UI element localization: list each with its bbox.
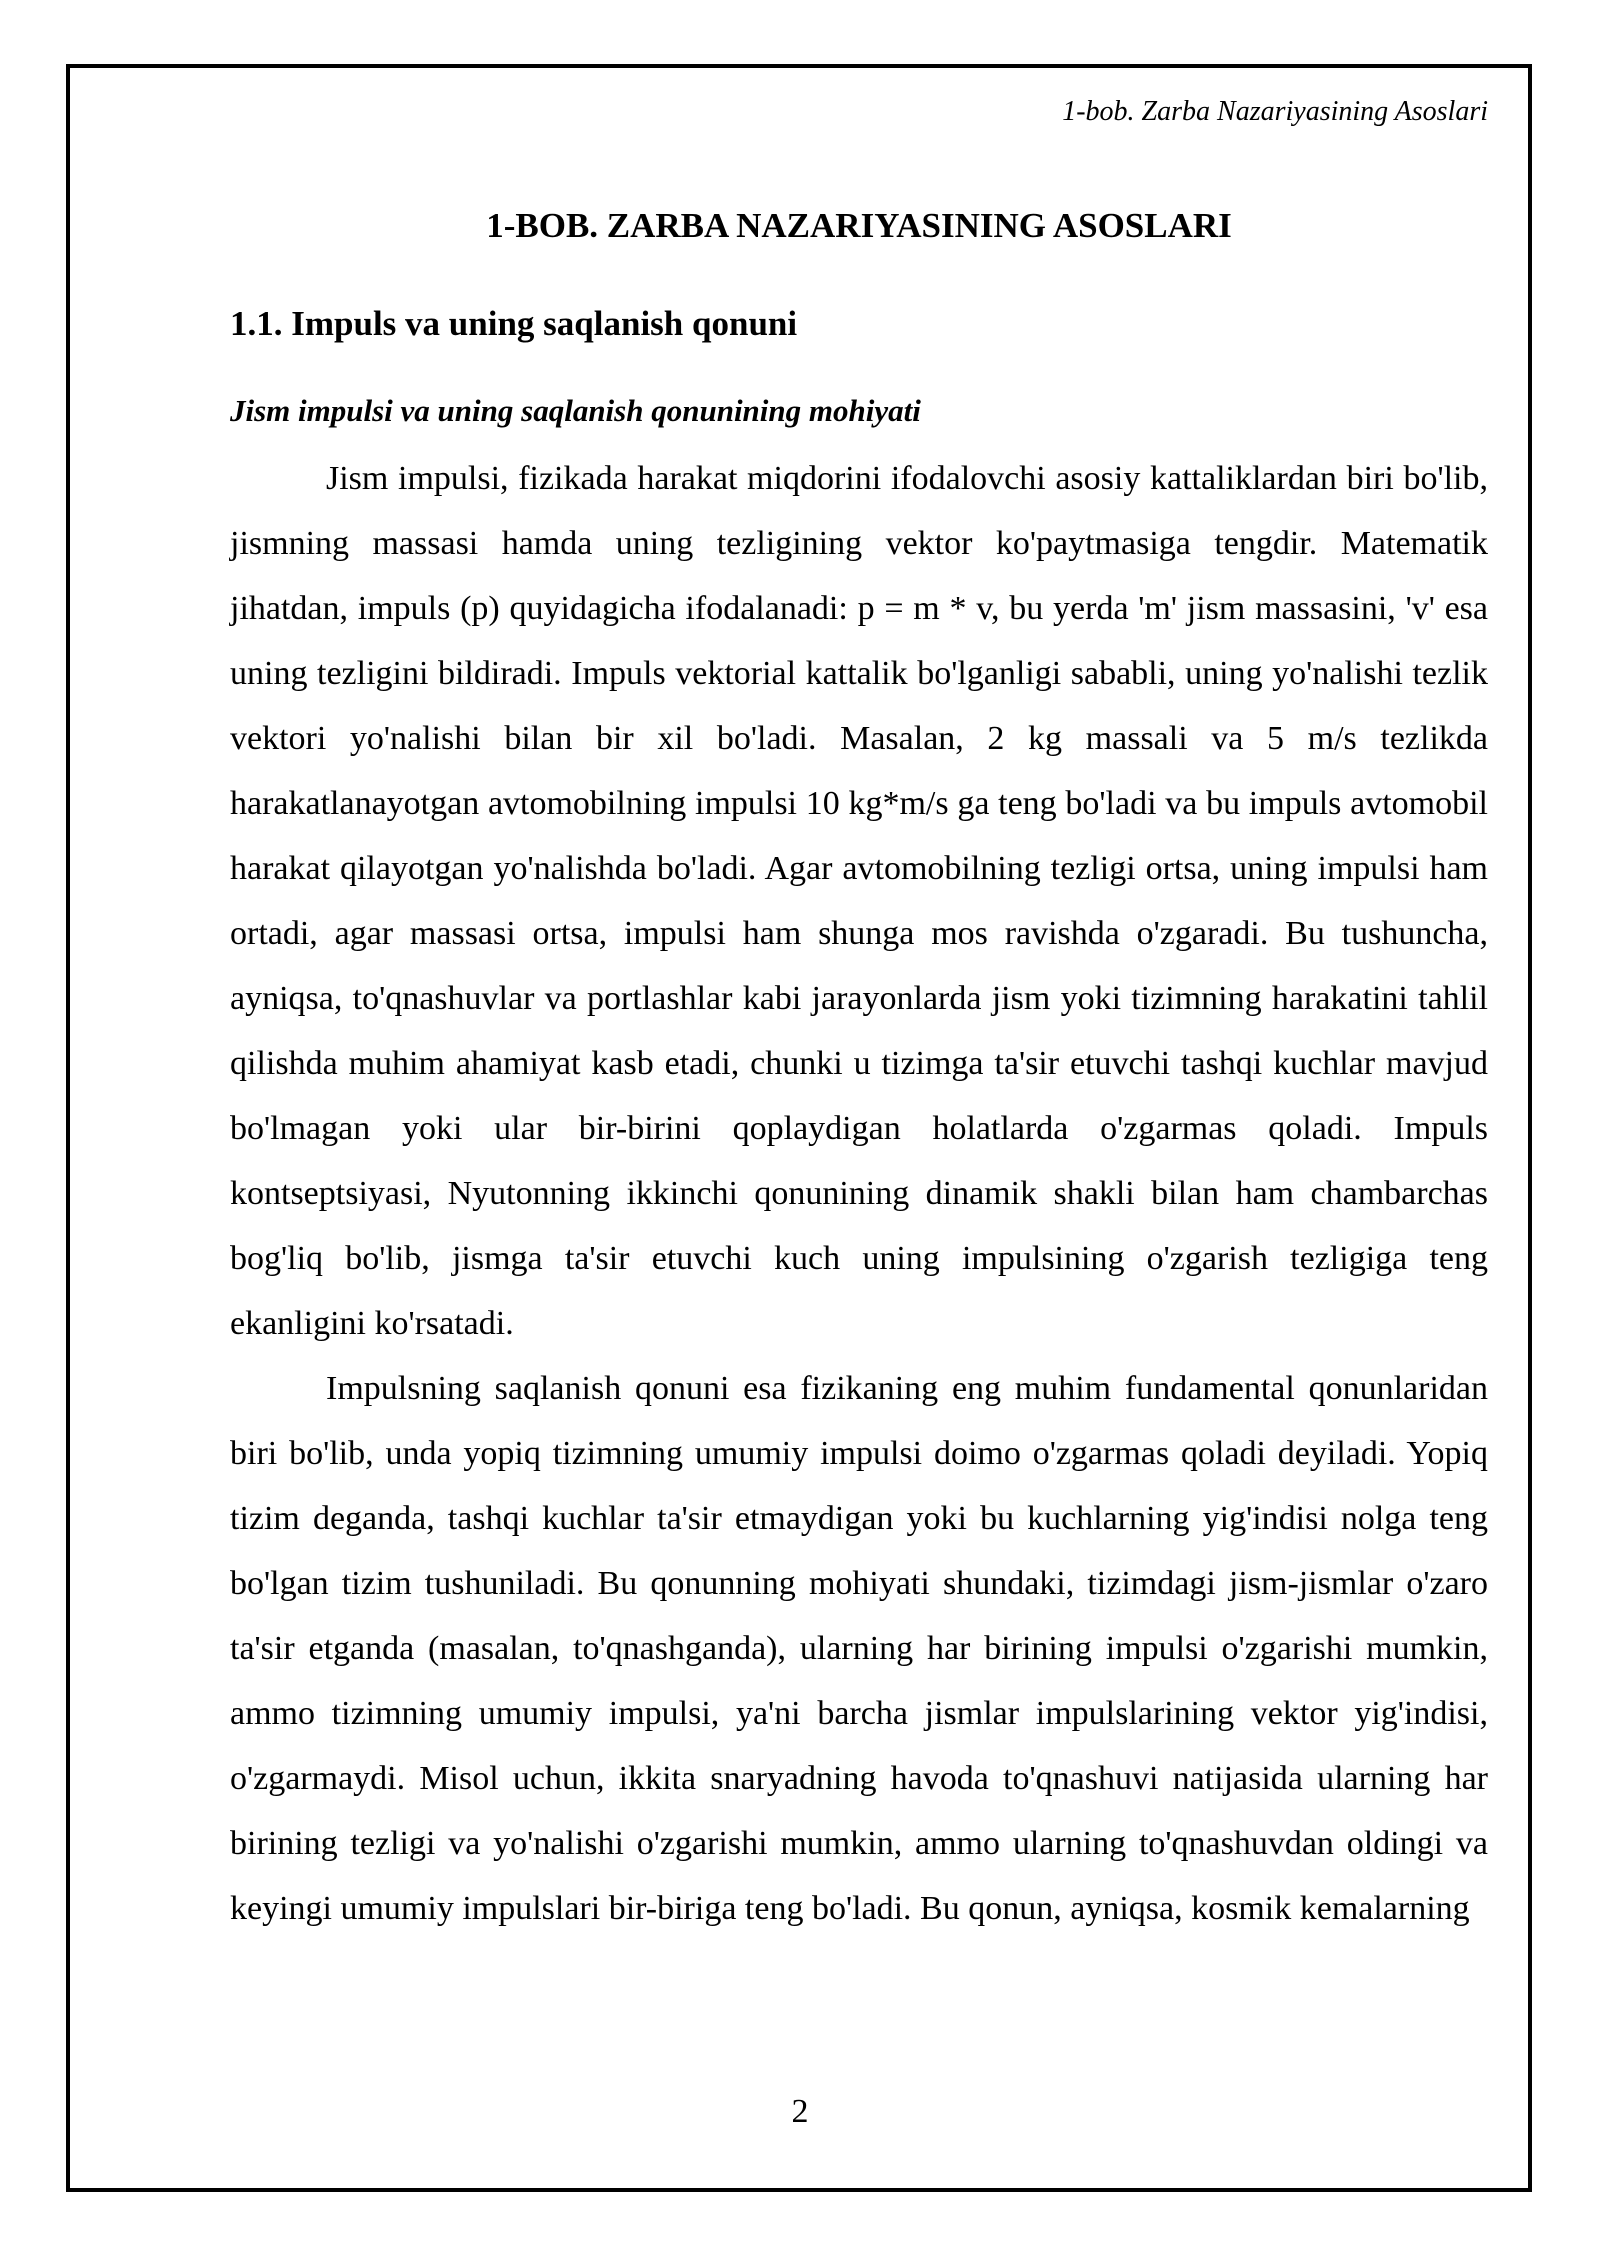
page-number: 2 (791, 2093, 809, 2130)
section-title: 1.1. Impuls va uning saqlanish qonuni (230, 304, 798, 343)
body-paragraph-1: Jism impulsi, fizikada harakat miqdorini ifodalovchi asosiy kattaliklardan biri bo'lib, jismning massasi hamda uning tezligining vektor ko'paytmasiga tengdir. Matematik jihatdan, impuls (p) quyidagicha ifodalanadi: p = m * v, bu yerda 'm' jism massasini, 'v' esa uning tezligini bildiradi. Impuls vektorial kattalik bo'lganligi sababli, uning yo'nalishi tezlik vektori yo'nalishi bilan bir xil bo'ladi. Masalan, 2 kg massali va 5 m/s tezlikda harakatlanayotgan avtomobilning impulsi 10 kg*m/s ga teng bo'ladi va bu impuls avtomobil harakat qilayotgan yo'nalishda bo'ladi. Agar avtomobilning tezligi ortsa, uning impulsi ham ortadi, agar massasi ortsa, impulsi ham shunga mos ravishda o'zgaradi. Bu tushuncha, ayniqsa, to'qnashuvlar va portlashlar kabi jarayonlarda jism yoki tizimning harakatini tahlil qilishda muhim ahamiyat kasb etadi, chunki u tizimga ta'sir etuvchi tashqi kuchlar mavjud bo'lmagan yoki ular bir-birini qoplaydigan holatlarda o'zgarmas qoladi. Impuls kontseptsiyasi, Nyutonning ikkinchi qonunining dinamik shakli bilan ham chambarchas bog'liq bo'lib, jismga ta'sir etuvchi kuch uning impulsining o'zgarish tezligiga teng ekanligini ko'rsatadi. (230, 460, 1488, 1342)
body-paragraph-2: Impulsning saqlanish qonuni esa fizikaning eng muhim fundamental qonunlaridan biri bo'lib, unda yopiq tizimning umumiy impulsi doimo o'zgarmas qoladi deyiladi. Yopiq tizim deganda, tashqi kuchlar ta'sir etmaydigan yoki bu kuchlarning yig'indisi nolga teng bo'lgan tizim tushuniladi. Bu qonunning mohiyati shundaki, tizimdagi jism-jismlar o'zaro ta'sir etganda (masalan, to'qnashganda), ularning har birining impulsi o'zgarishi mumkin, ammo tizimning umumiy impulsi, ya'ni barcha jismlar impulslarining vektor yig'indisi, o'zgarmaydi. Misol uchun, ikkita snaryadning havoda to'qnashuvi natijasida ularning har birining tezligi va yo'nalishi o'zgarishi mumkin, ammo ularning to'qnashuvdan oldingi va keyingi umumiy impulslari bir-biriga teng bo'ladi. Bu qonun, ayniqsa, kosmik kemalarning (230, 1370, 1488, 1927)
chapter-title: 1-BOB. ZARBA NAZARIYASINING ASOSLARI (486, 206, 1232, 245)
page-content (230, 92, 1488, 1941)
running-header: 1-bob. Zarba Nazariyasining Asoslari (1062, 96, 1488, 127)
subsection-title: Jism impulsi va uning saqlanish qonunining mohiyati (230, 393, 921, 428)
